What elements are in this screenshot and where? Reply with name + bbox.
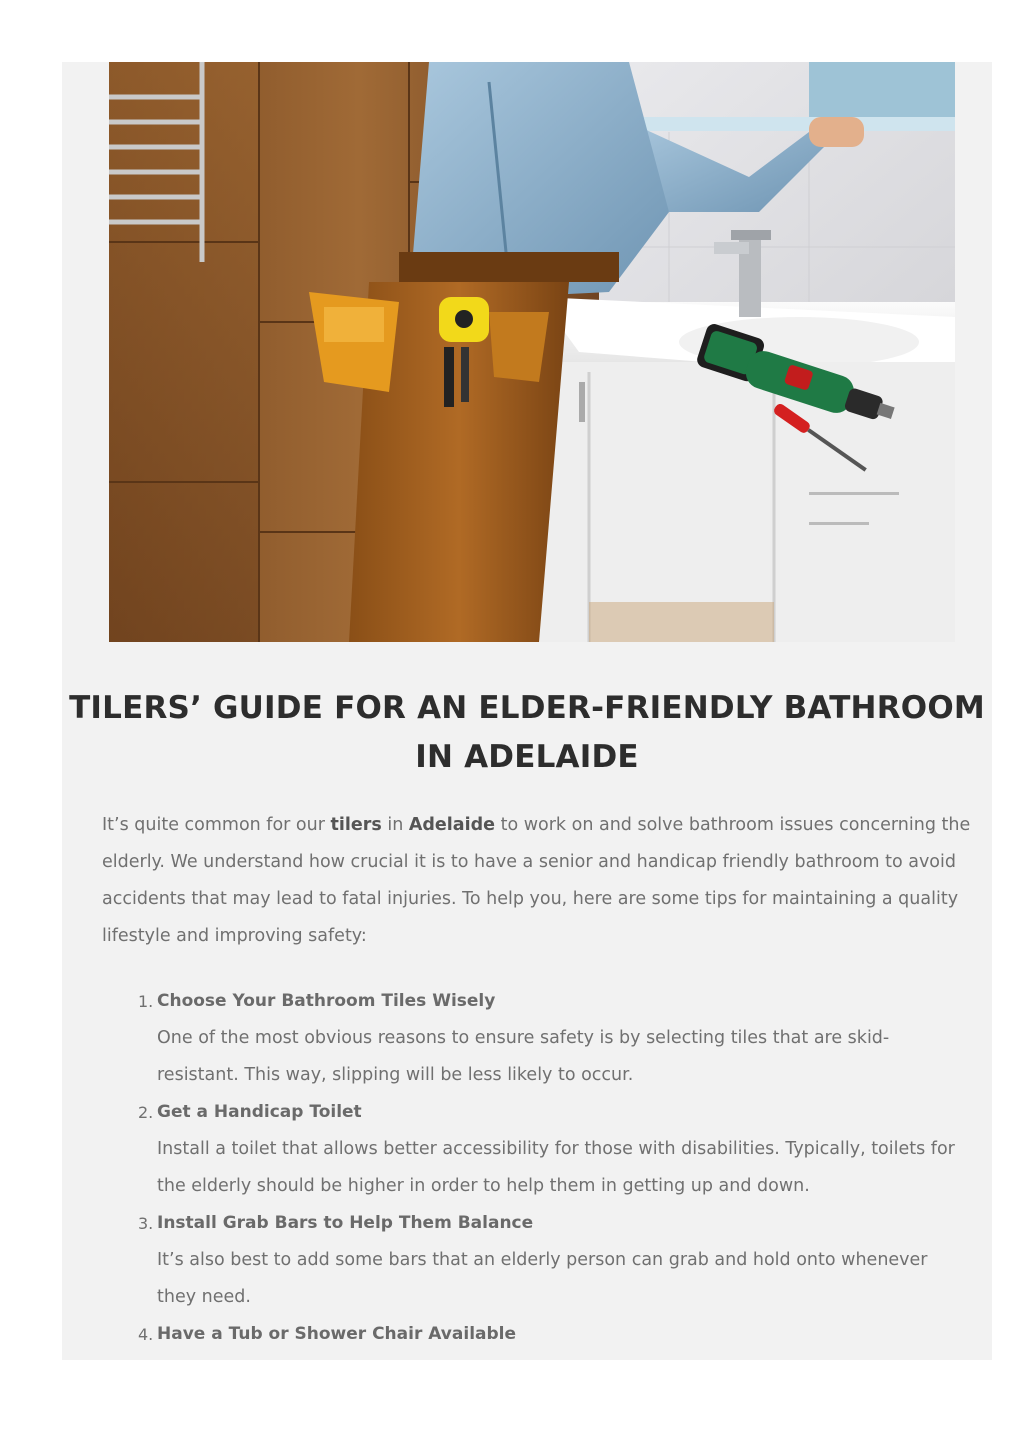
tip-title: Get a Handicap Toilet [157,1102,362,1122]
tip-number: 3. [138,1214,154,1233]
tips-list [102,983,962,1353]
intro-text-1: It’s quite common for our [102,815,331,835]
tip-body: Install a toilet that allows better accessibility for those with disabilities. Typically, toilets for the elderly should be higher in order to help them in getting up and down. [157,1139,955,1196]
tip-number: 2. [138,1103,154,1122]
article-intro [102,807,972,955]
article-title: TILERS’ GUIDE FOR AN ELDER-FRIENDLY BATHROOM IN ADELAIDE [69,690,985,775]
tip-body: One of the most obvious reasons to ensure safety is by selecting tiles that are skid-resistant. This way, slipping will be less likely to occur. [157,1028,890,1085]
tiler-at-bathroom-vanity-image [109,62,955,642]
tip-title: Install Grab Bars to Help Them Balance [157,1213,534,1233]
article-card [62,62,992,1360]
tip-number: 1. [138,992,154,1011]
tip-item [102,1316,962,1353]
intro-text-2: in [381,815,409,835]
tip-item [102,1094,962,1205]
intro-bold-tilers: tilers [330,815,382,835]
intro-text-3: to work on and solve bathroom issues concerning the elderly. We understand how crucial it is to have a senior and handicap friendly bathroom to avoid accidents that may lead to fatal injuries. To help you, here are some tips for maintaining a quality lifestyle and improving safety: [102,815,971,946]
hero-image [109,62,955,642]
intro-bold-adelaide: Adelaide [408,815,496,835]
tip-title: Choose Your Bathroom Tiles Wisely [157,991,496,1011]
tip-number: 4. [138,1325,154,1344]
tip-body: It’s also best to add some bars that an elderly person can grab and hold onto whenever they need. [157,1250,928,1307]
tip-item [102,983,962,1094]
tip-item [102,1205,962,1316]
tip-title: Have a Tub or Shower Chair Available [157,1324,517,1344]
